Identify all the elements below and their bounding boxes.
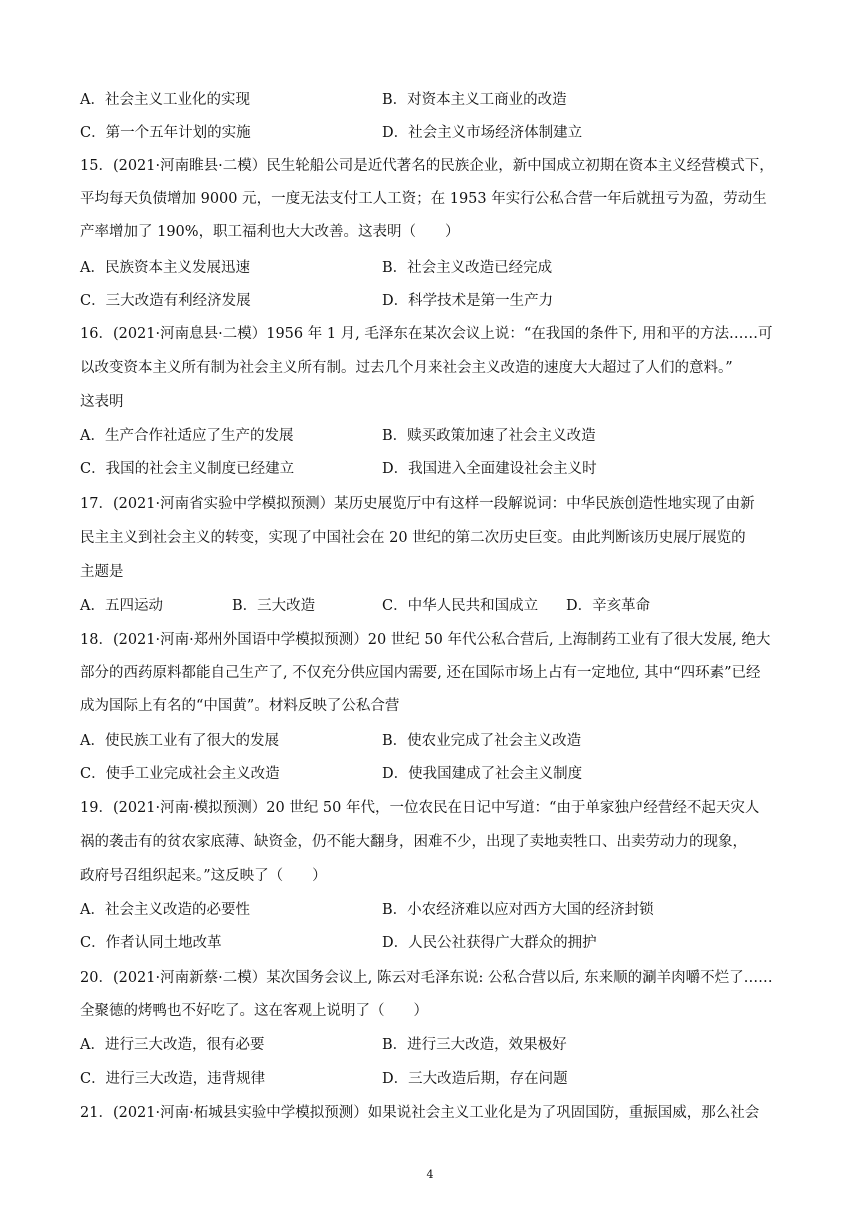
option-a: A．五四运动 [80, 598, 163, 614]
option-d: D．三大改造后期，存在问题 [382, 1071, 568, 1087]
question-19-stem-line: 19．(2021·河南·模拟预测）20 世纪 50 年代，一位农民在日记中写道：“由于单家独户经营经不起天灾人 [80, 800, 760, 816]
option-c: C．中华人民共和国成立 [382, 598, 539, 614]
option-a: A．社会主义工业化的实现 [80, 92, 250, 108]
option-d: D．科学技术是第一生产力 [382, 293, 554, 309]
option-c: C．三大改造有利经济发展 [80, 293, 251, 309]
question-18-stem-line: 18．(2021·河南·郑州外国语中学模拟预测）20 世纪 50 年代公私合营后, 上海制药工业有了很大发展, 绝大 [80, 632, 771, 648]
option-b: B．赎买政策加速了社会主义改造 [382, 428, 596, 444]
option-d: D．我国进入全面建设社会主义时 [382, 461, 597, 477]
option-a: A．社会主义改造的必要性 [80, 902, 250, 918]
option-b: B．进行三大改造，效果极好 [382, 1037, 567, 1053]
option-a: A．民族资本主义发展迅速 [80, 260, 250, 276]
option-a: A．生产合作社适应了生产的发展 [80, 428, 294, 444]
question-15-stem-line: 15．(2021·河南睢县·二模）民生轮船公司是近代著名的民族企业，新中国成立初期在资本主义经营模式下， [80, 158, 774, 174]
question-17-stem-line: 民主主义到社会主义的转变，实现了中国社会在 20 世纪的第二次历史巨变。由此判断该历史展厅展览的 [80, 530, 746, 546]
option-b: B．小农经济难以应对西方大国的经济封锁 [382, 902, 654, 918]
option-c: C．第一个五年计划的实施 [80, 125, 251, 141]
option-d: D．人民公社获得广大群众的拥护 [382, 935, 597, 951]
question-15-stem-line: 平均每天负债增加 9000 元，一度无法支付工人工资；在 1953 年实行公私合营一年后就扭亏为盈，劳动生 [80, 191, 767, 207]
option-c: C．使手工业完成社会主义改造 [80, 766, 280, 782]
option-d: D．社会主义市场经济体制建立 [382, 125, 583, 141]
question-20-stem-line: 20．(2021·河南新蔡·二模）某次国务会议上, 陈云对毛泽东说: 公私合营以后, 东来顺的涮羊肉嚼不烂了…… [80, 970, 773, 986]
option-c: C．作者认同土地改革 [80, 935, 222, 951]
question-16-stem-line: 这表明 [80, 394, 124, 410]
option-a: A．使民族工业有了很大的发展 [80, 733, 279, 749]
option-b: B．对资本主义工商业的改造 [382, 92, 567, 108]
question-20-stem-line: 全聚德的烤鸭也不好吃了。这在客观上说明了（ ） [80, 1003, 428, 1019]
option-a: A．进行三大改造，很有必要 [80, 1037, 265, 1053]
question-17-stem-line: 17．(2021·河南省实验中学模拟预测）某历史展览厅中有这样一段解说词：中华民族创造性地实现了由新 [80, 496, 755, 512]
question-21-stem-line: 21．(2021·河南·柘城县实验中学模拟预测）如果说社会主义工业化是为了巩固国防，重振国威，那么社会 [80, 1105, 760, 1121]
question-17-stem-line: 主题是 [80, 564, 124, 580]
option-c: C．我国的社会主义制度已经建立 [80, 461, 295, 477]
question-19-stem-line: 政府号召组织起来。”这反映了（ ） [80, 868, 327, 884]
question-18-stem-line: 成为国际上有名的“中国黄”。材料反映了公私合营 [80, 698, 400, 714]
question-16-stem-line: 16．(2021·河南息县·二模）1956 年 1 月, 毛泽东在某次会议上说：“在我国的条件下, 用和平的方法……可 [80, 326, 773, 342]
option-b: B．使农业完成了社会主义改造 [382, 733, 582, 749]
page-number: 4 [426, 1168, 434, 1181]
question-18-stem-line: 部分的西药原料都能自己生产了, 不仅充分供应国内需要, 还在国际市场上占有一定地位, 其中“四环素”已经 [80, 665, 761, 681]
question-16-stem-line: 以改变资本主义所有制为社会主义所有制。过去几个月来社会主义改造的速度大大超过了人们的意料。” [80, 360, 733, 376]
option-d: D．使我国建成了社会主义制度 [382, 766, 583, 782]
option-b: B．三大改造 [232, 598, 316, 614]
question-15-stem-line: 产率增加了 190%，职工福利也大大改善。这表明（ ） [80, 224, 460, 240]
option-d: D．辛亥革命 [566, 598, 651, 614]
option-b: B．社会主义改造已经完成 [382, 260, 553, 276]
question-19-stem-line: 祸的袭击有的贫农家底薄、缺资金，仍不能大翻身，困难不少，出现了卖地卖牲口、出卖劳动力的现象， [80, 834, 747, 850]
option-c: C．进行三大改造，违背规律 [80, 1071, 266, 1087]
